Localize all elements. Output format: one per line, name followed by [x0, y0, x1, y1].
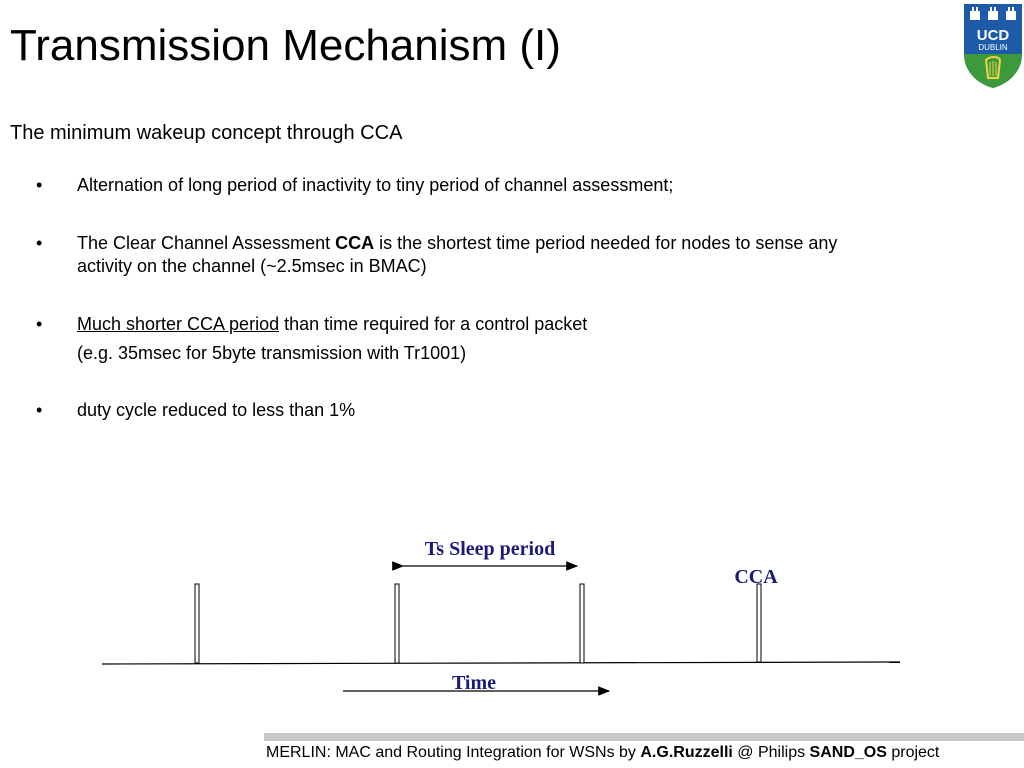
bullet-text: duty cycle reduced to less than 1% [77, 400, 356, 420]
timeline-axis [102, 662, 900, 664]
sleep-period-label: Ts Sleep period [424, 538, 556, 560]
footer-author: A.G.Ruzzelli [640, 744, 733, 761]
bullet-text: Much shorter CCA period than time required for a control packet [77, 314, 588, 334]
cca-pulse [395, 584, 399, 663]
bullet-marker: • [36, 314, 43, 334]
bullet-text: Alternation of long period of inactivity to tiny period of channel assessment; [77, 175, 674, 195]
bullet-marker: • [36, 233, 43, 253]
cca-label: CCA [734, 566, 778, 588]
bullet-text-line2: activity on the channel (~2.5msec in BMAC) [77, 256, 427, 276]
bullet-marker: • [36, 175, 43, 195]
slide-subtitle: The minimum wakeup concept through CCA [10, 122, 403, 144]
footer-text: MERLIN: MAC and Routing Integration for WSNs by A.G.Ruzzelli @ Philips SAND_OS project [266, 744, 940, 761]
cca-pulse [757, 584, 761, 662]
svg-text:UCD: UCD [976, 27, 1010, 44]
footer-project: SAND_OS [809, 744, 887, 761]
timing-diagram [0, 520, 1024, 710]
slide-title: Transmission Mechanism (I) [10, 21, 561, 70]
footer-divider [264, 733, 1024, 741]
bullet-marker: • [36, 400, 43, 420]
time-label: Time [451, 672, 497, 694]
cca-term: CCA [335, 233, 375, 253]
underlined-phrase: Much shorter CCA period [77, 314, 280, 334]
bullet-text: The Clear Channel Assessment CCA is the shortest time period needed for nodes to sense any [77, 233, 838, 253]
cca-pulse [580, 584, 584, 663]
cca-pulse [195, 584, 199, 663]
bullet-text-line2: (e.g. 35msec for 5byte transmission with Tr1001) [77, 343, 467, 363]
svg-text:DUBLIN: DUBLIN [978, 43, 1008, 52]
ucd-logo [962, 2, 1024, 90]
